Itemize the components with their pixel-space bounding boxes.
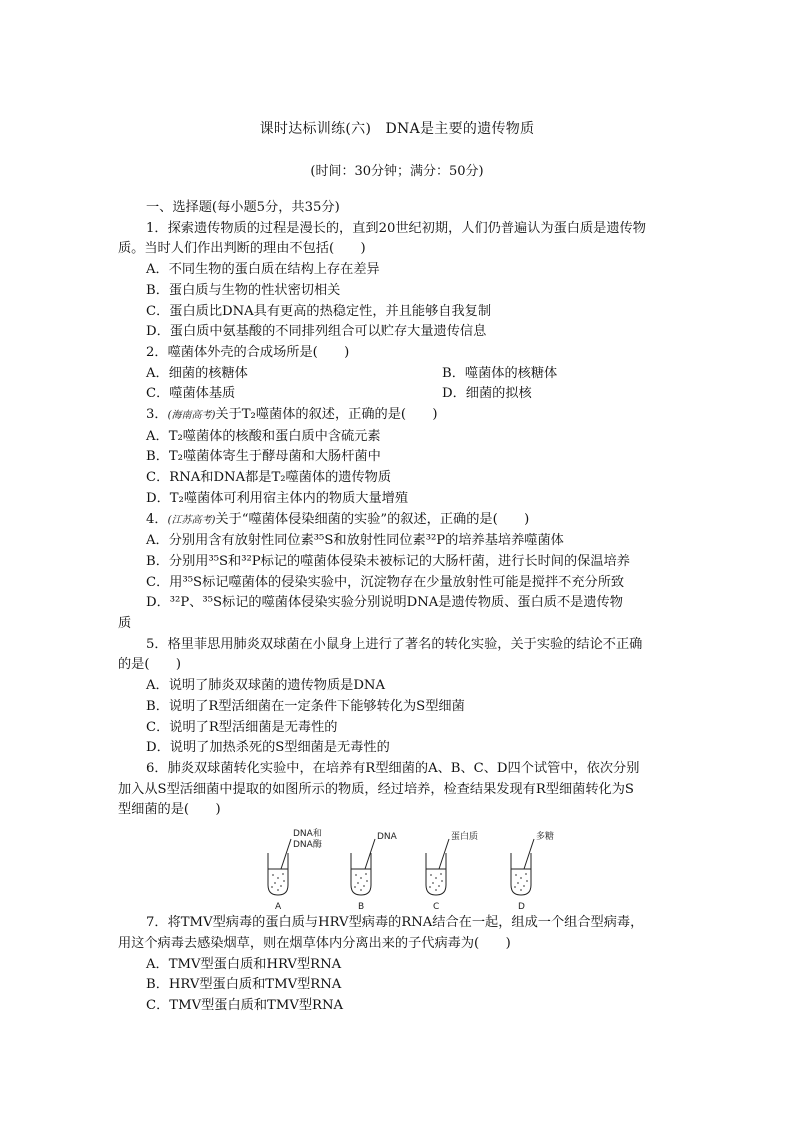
- q4-option-a: A．分别用含有放射性同位素³⁵S和放射性同位素³²P的培养基培养噬菌体: [146, 533, 564, 549]
- q5-stem-line2: 的是( ): [118, 657, 182, 673]
- q2-option-d: D．细菌的拟核: [442, 386, 532, 402]
- q7-option-b: B．HRV型蛋白质和TMV型RNA: [146, 977, 342, 993]
- q1-option-d: D．蛋白质中氨基酸的不同排列组合可以贮存大量遗传信息: [146, 324, 487, 340]
- section-heading: 一、选择题(每小题5分，共35分): [146, 200, 340, 215]
- q4-stem-text: 关于“噬菌体侵染细菌的实验”的叙述，正确的是( ): [215, 511, 530, 527]
- tube-d-letter: D: [518, 902, 525, 912]
- q3-option-b: B．T₂噬菌体寄生于酵母菌和大肠杆菌中: [146, 449, 381, 465]
- q3-option-d: D．T₂噬菌体可利用宿主体内的物质大量增殖: [146, 490, 409, 506]
- q1-stem-line1: 1．探索遗传物质的过程是漫长的，直到20世纪初期，人们仍普遍认为蛋白质是遗传物: [146, 220, 646, 236]
- q4-source-tag: (江苏高考): [167, 514, 216, 526]
- question-content: [118, 198, 680, 1017]
- q4-option-b: B．分别用³⁵S和³²P标记的噬菌体侵染未被标记的大肠杆菌，进行长时间的保温培养: [146, 553, 630, 569]
- tube-c-label: 蛋白质: [451, 832, 479, 843]
- q5-option-c: C．说明了R型活细菌是无毒性的: [146, 719, 338, 735]
- q6-stem-line1: 6．肺炎双球菌转化实验中，在培养有R型细菌的A、B、C、D四个试管中，依次分别: [146, 760, 640, 776]
- q3-option-a: A．T₂噬菌体的核酸和蛋白质中含硫元素: [146, 428, 381, 444]
- q3-option-c: C．RNA和DNA都是T₂噬菌体的遗传物质: [146, 470, 392, 486]
- q7-option-c: C．TMV型蛋白质和TMV型RNA: [146, 997, 344, 1013]
- q4-option-d-cont: 质: [118, 616, 132, 632]
- tube-b-label: DNA: [377, 832, 397, 843]
- q3-number: 3．: [146, 407, 168, 423]
- q5-option-a: A．说明了肺炎双球菌的遗传物质是DNA: [146, 678, 385, 694]
- tube-c-letter: C: [433, 902, 440, 912]
- tube-d-label: 多糖: [536, 832, 555, 843]
- q2-options-row1: [118, 364, 680, 385]
- q1-option-c: C．蛋白质比DNA具有更高的热稳定性，并且能够自我复制: [146, 303, 492, 319]
- q1-option-b: B．蛋白质与生物的性状密切相关: [146, 282, 341, 298]
- q4-option-c: C．用³⁵S标记噬菌体的侵染实验中，沉淀物存在少量放射性可能是搅拌不充分所致: [146, 574, 625, 590]
- tube-b-letter: B: [358, 902, 365, 912]
- q5-option-b: B．说明了R型活细菌在一定条件下能够转化为S型细菌: [146, 698, 465, 714]
- q4-number: 4．: [146, 511, 168, 527]
- q5-option-d: D．说明了加热杀死的S型细菌是无毒性的: [146, 740, 390, 756]
- q7-option-a: A．TMV型蛋白质和HRV型RNA: [146, 956, 342, 972]
- q6-stem-line2: 加入从S型活细菌中提取的如图所示的物质，经过培养，检查结果发现有R型细菌转化为S: [118, 781, 634, 797]
- q1-stem-line2: 质。当时人们作出判断的理由不包括( ): [118, 241, 366, 257]
- q2-options-row2: [118, 384, 680, 405]
- q3-source-tag: (海南高考): [167, 410, 216, 422]
- tube-a-letter: A: [275, 902, 282, 912]
- page-title: 课时达标训练(六) DNA是主要的遗传物质: [259, 121, 535, 137]
- test-tube-figure: [118, 825, 680, 911]
- q4-option-d: D．³²P、³⁵S标记的噬菌体侵染实验分别说明DNA是遗传物质、蛋白质不是遗传物: [146, 595, 623, 611]
- q2-stem: 2．噬菌体外壳的合成场所是( ): [146, 344, 350, 360]
- tube-c-icon: [426, 853, 446, 895]
- q4-stem: [118, 510, 680, 532]
- page-subtitle: (时间：30分钟；满分：50分): [310, 164, 484, 179]
- q3-stem: [118, 405, 680, 427]
- tube-a-icon: [268, 853, 288, 895]
- q2-option-a: A．细菌的核糖体: [146, 365, 248, 381]
- tube-a-label-2: DNA酶: [293, 840, 322, 851]
- q1-option-a: A．不同生物的蛋白质在结构上存在差异: [146, 262, 380, 278]
- q7-stem-line1: 7．将TMV型病毒的蛋白质与HRV型病毒的RNA结合在一起，组成一个组合型病毒，: [146, 915, 644, 931]
- q6-stem-line3: 型细菌的是( ): [118, 802, 221, 818]
- q2-option-b: B．噬菌体的核糖体: [442, 365, 558, 381]
- q3-stem-text: 关于T₂噬菌体的叙述，正确的是( ): [215, 407, 438, 423]
- tube-a-label-1: DNA和: [293, 829, 322, 840]
- q7-stem-line2: 用这个病毒去感染烟草，则在烟草体内分离出来的子代病毒为( ): [118, 935, 511, 951]
- q5-stem-line1: 5．格里菲思用肺炎双球菌在小鼠身上进行了著名的转化实验，关于实验的结论不正确: [146, 636, 643, 652]
- test-tubes-svg: [118, 825, 680, 911]
- tube-d-icon: [511, 853, 531, 895]
- q2-option-c: C．噬菌体基质: [146, 386, 236, 402]
